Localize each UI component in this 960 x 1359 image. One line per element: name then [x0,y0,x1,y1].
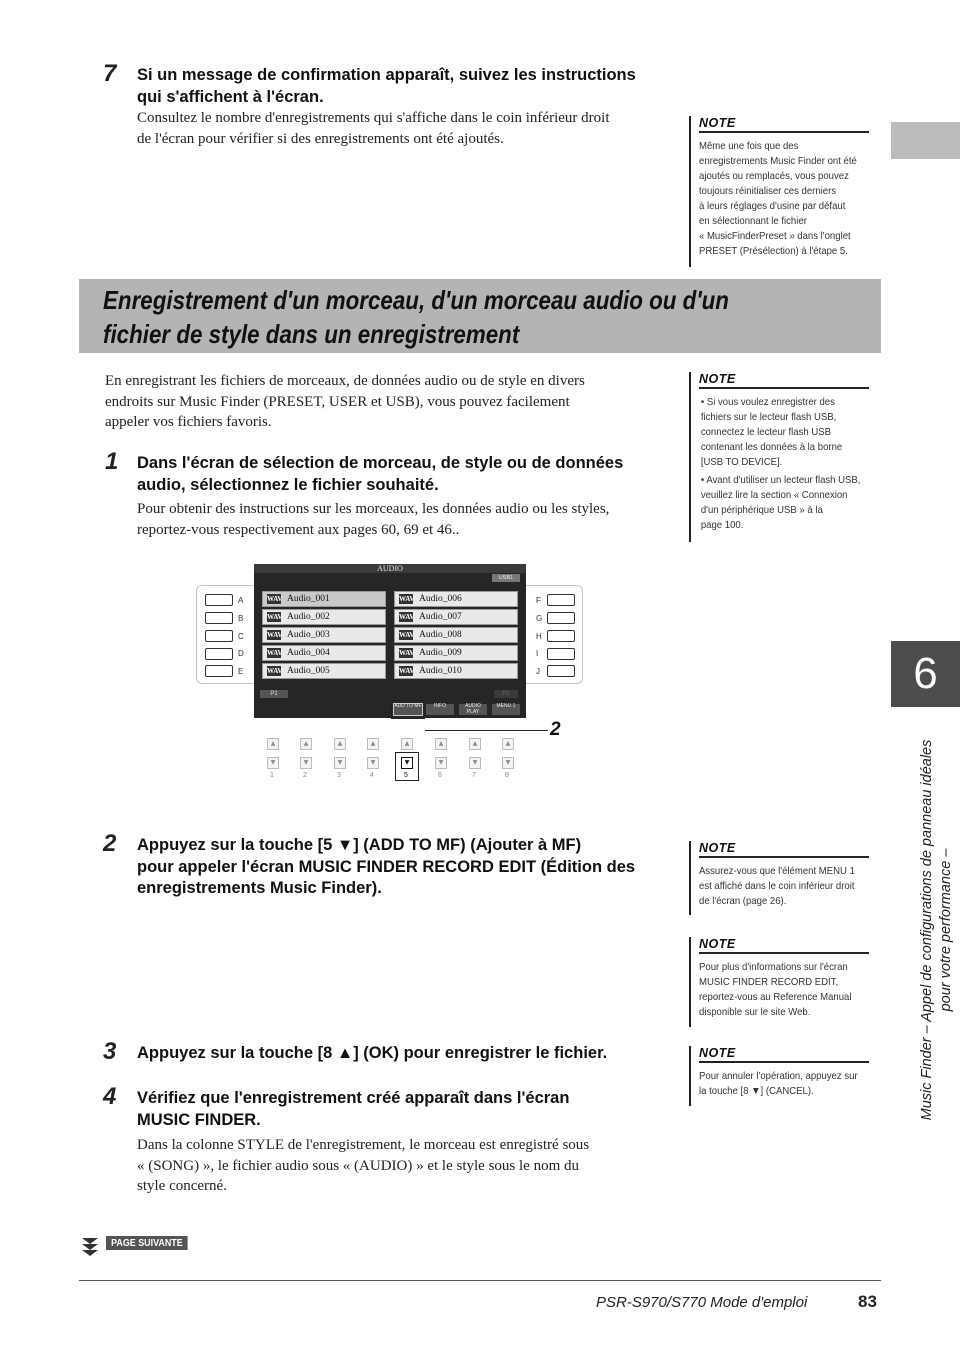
button-number: 1 [270,772,274,779]
usb-tab[interactable]: USB1 [492,574,520,582]
step-2-title [137,835,682,900]
up-button[interactable]: ▲ [300,738,312,750]
step-1-body-line: Pour obtenir des instructions sur les morceaux, les données audio ou les styles, [137,501,610,517]
file-name: Audio_003 [287,630,330,640]
step-7-title-line: Si un message de confirmation apparaît, suivez les instructions [137,66,636,84]
step-4-body-line: Dans la colonne STYLE de l'enregistrement, le morceau est enregistré sous [137,1137,590,1153]
info-menu[interactable]: INFO [426,704,454,715]
step-4-title-line: MUSIC FINDER. [137,1110,261,1129]
step-3-title: Appuyez sur la touche [8 ▲] (OK) pour enregistrer le fichier. [137,1044,608,1062]
note-cancel [689,1046,889,1106]
note-label: NOTE [699,841,869,858]
note-line: MUSIC FINDER RECORD EDIT, [699,977,839,988]
note-line: Pour plus d'informations sur l'écran [699,962,848,973]
step-4-body-line: style concerné. [137,1178,227,1194]
note-line: connectez le lecteur flash USB [700,427,832,438]
note-reset-presets [689,116,889,267]
file-name: Audio_002 [287,612,330,622]
audio-file-icon: WAV [267,595,283,603]
section-title-line: fichier de style dans un enregistrement [103,319,520,349]
footer-divider [79,1280,881,1281]
step-1-title-line: Dans l'écran de sélection de morceau, de style ou de données [137,454,624,472]
down-button[interactable]: ▼ [367,757,379,769]
down-button[interactable]: ▼ [469,757,481,769]
step-2-number: 2 [103,830,117,857]
file-item[interactable] [262,645,386,661]
step-7-title-line: qui s'affichent à l'écran. [137,87,324,106]
screen-header: AUDIO [254,564,526,573]
step-1-title-line: audio, sélectionnez le fichier souhaité. [137,475,439,494]
callout-number: 2 [550,719,561,740]
audio-file-icon: WAV [267,613,283,621]
audio-file-icon: WAV [399,595,415,603]
note-text [699,960,874,1020]
section-intro [105,371,675,433]
note-line: contenant les données à la borne [700,442,843,453]
audio-file-icon: WAV [399,649,415,657]
step-1-number: 1 [105,448,119,475]
down-button[interactable]: ▼ [300,757,312,769]
note-line: disponible sur le site Web. [699,1007,811,1018]
callout-line [425,730,548,731]
note-text [699,139,874,259]
note-menu-1 [689,841,889,915]
step-7-number: 7 [103,60,117,87]
file-item[interactable] [394,609,518,625]
page-tab-p1[interactable]: P1 [260,690,288,698]
note-line: page 100. [700,520,744,531]
step-2-title-line: enregistrements Music Finder). [137,879,382,897]
down-button[interactable]: ▼ [267,757,279,769]
note-line: de l'écran (page 26). [699,896,787,907]
file-name: Audio_001 [287,594,330,604]
note-usb-flash [689,372,889,542]
page-tab-p2[interactable]: P2 [494,690,518,698]
chapter-side-line: pour votre performance – [938,848,954,1012]
button-number: 5 [404,772,408,779]
button-number: 6 [438,772,442,779]
note-line: fichiers sur le lecteur flash USB, [700,412,837,423]
section-title-line: Enregistrement d'un morceau, d'un morceau audio ou d'un [103,285,729,315]
up-button[interactable]: ▲ [334,738,346,750]
step-7-body [137,108,677,149]
section-title [103,283,843,351]
note-reference-manual [689,937,889,1027]
step-1-body-line: reportez-vous respectivement aux pages 60, 69 et 46.. [137,521,460,538]
step-7-title [137,65,677,108]
file-item[interactable] [262,609,386,625]
step-4-title [137,1088,682,1131]
note-label: NOTE [699,1046,869,1063]
file-item[interactable] [394,663,518,679]
button-number: 8 [505,772,509,779]
note-line: d'un périphérique USB » à la [700,505,823,516]
chapter-number: 6 [891,641,960,707]
step-7-body-line: Consultez le nombre d'enregistrements qui s'affiche dans le coin inférieur droit [137,110,610,126]
note-label: NOTE [699,937,869,954]
chapter-side-title [918,710,956,1150]
step-2-title-line: pour appeler l'écran MUSIC FINDER RECORD EDIT (Édition des [137,857,636,876]
page-number: 83 [858,1292,877,1311]
up-button[interactable]: ▲ [469,738,481,750]
section-header-bar [79,279,881,353]
note-line: [USB TO DEVICE]. [700,457,783,468]
button-label: A [238,596,244,605]
down-button[interactable]: ▼ [502,757,514,769]
file-name: Audio_007 [419,612,462,622]
step-4-body-line: « (SONG) », le fichier audio sous « (AUDIO) » et le style sous le nom du [137,1157,580,1174]
up-button[interactable]: ▲ [435,738,447,750]
note-line: à leurs réglages d'usine par défaut [699,201,846,212]
up-button[interactable]: ▲ [367,738,379,750]
button-label: F [536,596,541,605]
step-2-title-line: Appuyez sur la touche [5 ▼] (ADD TO MF) (Ajouter à MF) [137,836,582,854]
file-name: Audio_005 [287,666,330,676]
button-e[interactable] [205,665,233,677]
note-text [699,395,874,533]
note-bullet [699,473,874,533]
button-a[interactable] [205,594,233,606]
next-page-label: PAGE SUIVANTE [106,1236,188,1250]
button-label: D [238,649,244,658]
intro-line: endroits sur Music Finder (PRESET, USER et USB), vous pouvez facilement [105,393,570,410]
button-i[interactable] [547,648,575,660]
down-button[interactable]: ▼ [435,757,447,769]
file-name: Audio_009 [419,648,462,658]
note-line: PRESET (Présélection) à l'étape 5. [699,246,848,257]
add-to-mf-menu[interactable]: ADD TO MF [394,704,422,715]
audio-file-icon: WAV [399,631,415,639]
file-name: Audio_008 [419,630,462,640]
note-line: est affiché dans le coin inférieur droit [699,881,855,892]
note-line: Même une fois que des [699,141,799,152]
side-tab-marker [891,122,960,159]
note-line: Pour annuler l'opération, appuyez sur [699,1071,858,1082]
button-label: E [238,667,244,676]
audio-file-icon: WAV [399,667,415,675]
file-name: Audio_006 [419,594,462,604]
button-c[interactable] [205,630,233,642]
note-line: reportez-vous au Reference Manual [699,992,852,1003]
step-4-body [137,1135,682,1197]
note-line: • Si vous voulez enregistrer des [700,397,835,408]
step-1-body [137,499,677,540]
button-h[interactable] [547,630,575,642]
note-line: ajoutés ou remplacés, vous pouvez [699,171,849,182]
down-button[interactable]: ▼ [334,757,346,769]
note-bullet [699,395,874,470]
intro-line: appeler vos fichiers favoris. [105,414,272,430]
button-f[interactable] [547,594,575,606]
file-name: Audio_004 [287,648,330,658]
up-button[interactable]: ▲ [267,738,279,750]
file-item[interactable] [394,591,518,607]
file-item[interactable] [394,627,518,643]
note-text [699,1069,874,1099]
note-line: la touche [8 ▼] (CANCEL). [699,1086,814,1097]
note-line: Assurez-vous que l'élément MENU 1 [699,866,855,877]
button-label: B [238,614,244,623]
file-item[interactable] [262,663,386,679]
button-label: I [536,649,539,658]
audio-selection-screen [254,564,526,718]
button-b[interactable] [205,612,233,624]
button-label: C [238,632,244,641]
note-line: • Avant d'utiliser un lecteur flash USB, [700,475,861,486]
button-d[interactable] [205,648,233,660]
up-button[interactable]: ▲ [502,738,514,750]
audio-play-menu[interactable]: AUDIO PLAY [459,704,487,715]
down-button-5[interactable]: ▼ [401,757,413,769]
file-name: Audio_010 [419,666,462,676]
button-number: 7 [472,772,476,779]
step-3-number: 3 [103,1038,117,1065]
button-number: 3 [337,772,341,779]
file-item[interactable] [262,591,386,607]
button-j[interactable] [547,665,575,677]
button-g[interactable] [547,612,575,624]
audio-file-icon: WAV [267,649,283,657]
button-number: 2 [303,772,307,779]
chapter-side-line: Music Finder – Appel de configurations de panneau idéales [919,739,935,1121]
step-7-body-line: de l'écran pour vérifier si des enregistrements ont été ajoutés. [137,130,504,147]
footer-manual-title: PSR-S970/S770 Mode d'emploi [596,1294,808,1311]
audio-file-icon: WAV [267,631,283,639]
intro-line: En enregistrant les fichiers de morceaux, de données audio ou de style en divers [105,373,585,389]
up-button[interactable]: ▲ [401,738,413,750]
file-item[interactable] [394,645,518,661]
next-page-marker [80,1236,183,1261]
step-1-title [137,453,677,496]
button-number: 4 [370,772,374,779]
note-text [699,864,874,909]
menu-1-indicator: MENU 1 [492,704,520,715]
note-label: NOTE [699,116,869,133]
note-line: en sélectionnant le fichier [699,216,807,227]
button-label: H [536,632,542,641]
add-to-mf-highlight [391,700,425,719]
note-label: NOTE [699,372,869,389]
audio-file-icon: WAV [399,613,415,621]
step-4-number: 4 [103,1083,117,1110]
note-line: toujours réinitialiser ces derniers [699,186,837,197]
note-line: « MusicFinderPreset » dans l'onglet [699,231,851,242]
note-line: veuillez lire la section « Connexion [700,490,848,501]
chevron-down-icon [80,1236,100,1256]
button-label: G [536,614,543,623]
step-4-title-line: Vérifiez que l'enregistrement créé apparaît dans l'écran [137,1089,570,1107]
button-label: J [536,667,540,676]
file-item[interactable] [262,627,386,643]
note-line: enregistrements Music Finder ont été [699,156,857,167]
audio-file-icon: WAV [267,667,283,675]
